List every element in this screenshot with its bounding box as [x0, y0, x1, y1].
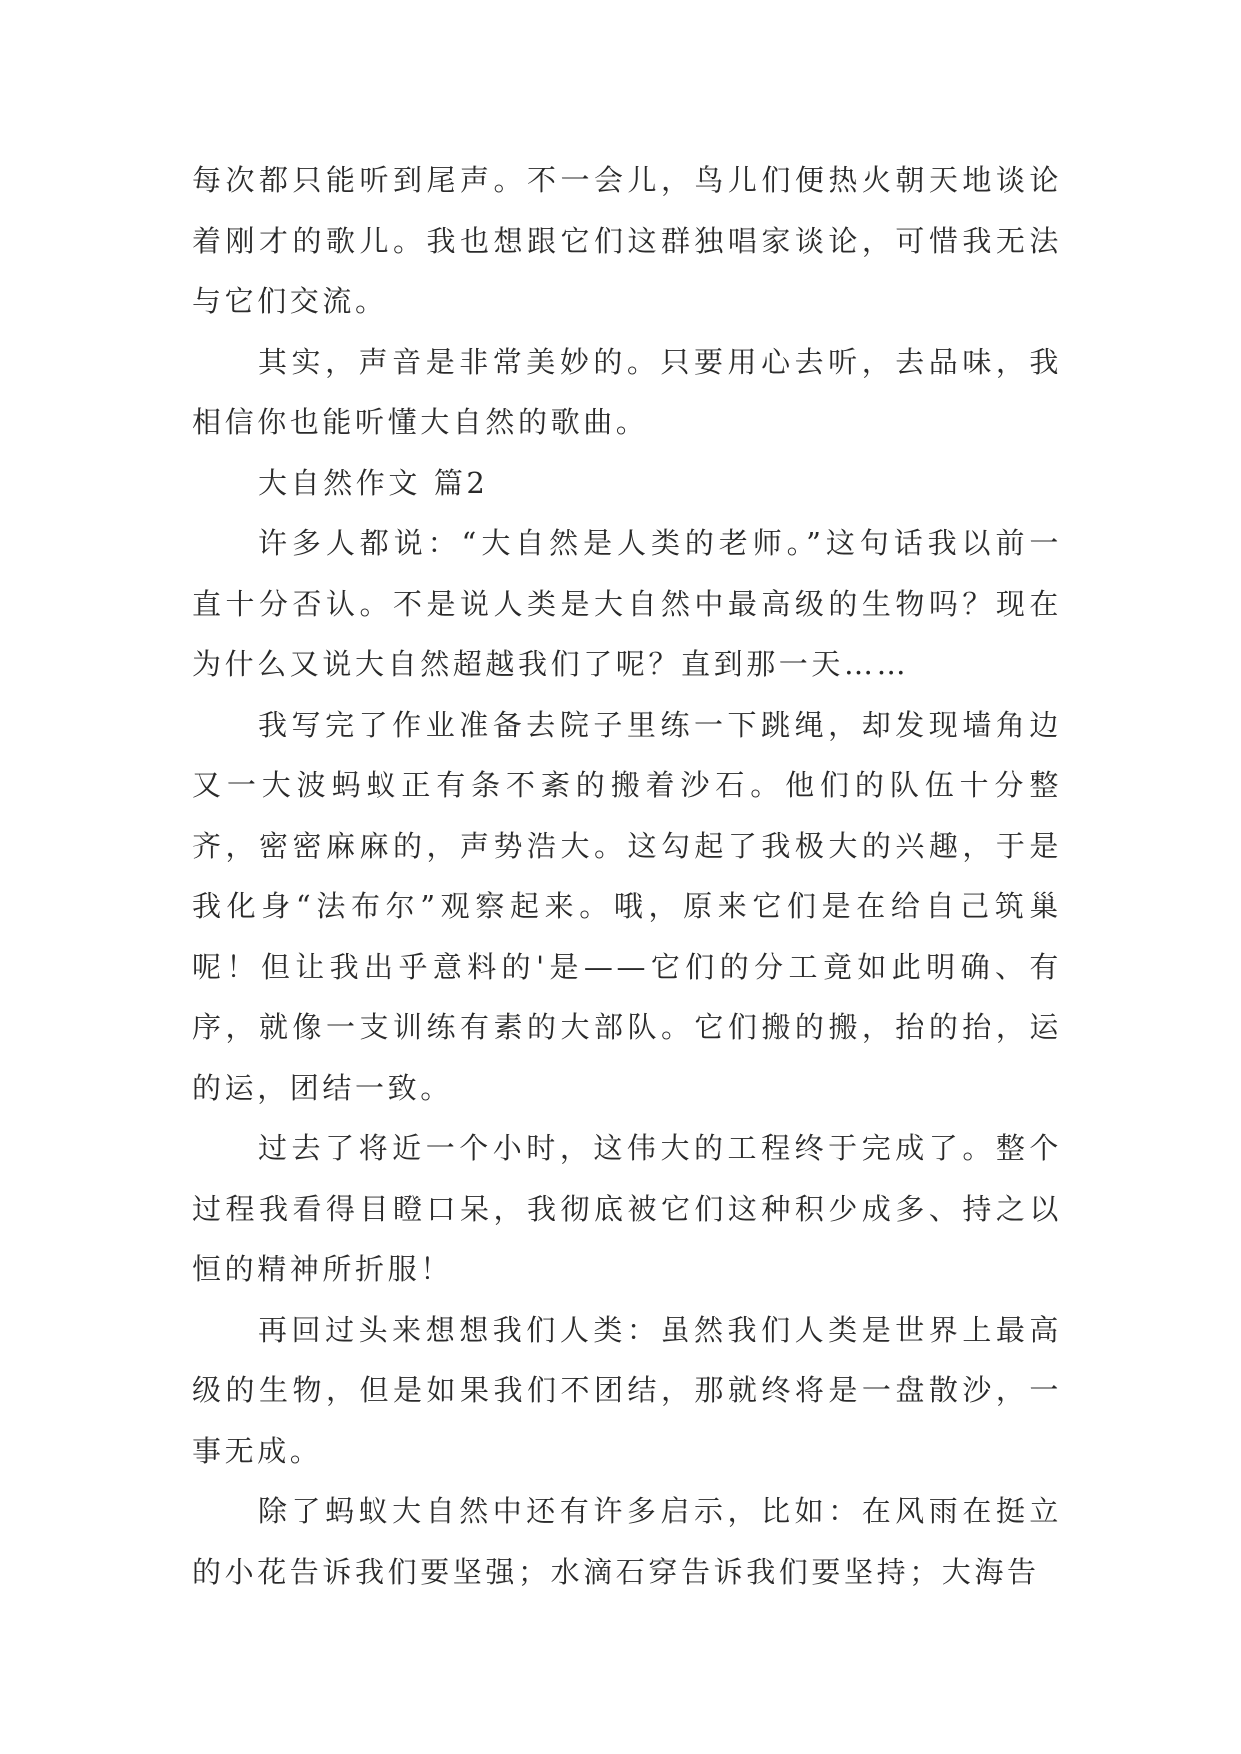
paragraph: 许多人都说：“大自然是人类的老师。”这句话我以前一直十分否认。不是说人类是大自然中最高级的生物吗？现在为什么又说大自然超越我们了呢？直到那一天…… — [192, 526, 1062, 681]
document-body — [192, 150, 1062, 1602]
paragraph: 我写完了作业准备去院子里练一下跳绳，却发现墙角边又一大波蚂蚁正有条不紊的搬着沙石。他们的队伍十分整齐，密密麻麻的，声势浩大。这勾起了我极大的兴趣，于是我化身“法布尔”观察起来。哦，原来它们是在给自己筑巢呢！但让我出乎意料的'是——它们的分工竟如此明确、有序，就像一支训练有素的大部队。它们搬的搬，抬的抬，运的运，团结一致。 — [192, 707, 1062, 1105]
section-heading: 大自然作文 篇2 — [258, 465, 489, 500]
paragraph: 其实，声音是非常美妙的。只要用心去听，去品味，我相信你也能听懂大自然的歌曲。 — [192, 344, 1062, 439]
paragraph-continued: 每次都只能听到尾声。不一会儿，鸟儿们便热火朝天地谈论着刚才的歌儿。我也想跟它们这群独唱家谈论，可惜我无法与它们交流。 — [192, 163, 1062, 318]
paragraph: 过去了将近一个小时，这伟大的工程终于完成了。整个过程我看得目瞪口呆，我彻底被它们这种积少成多、持之以恒的精神所折服！ — [192, 1131, 1062, 1286]
paragraph: 再回过头来想想我们人类：虽然我们人类是世界上最高级的生物，但是如果我们不团结，那就终将是一盘散沙，一事无成。 — [192, 1312, 1062, 1468]
paragraph-truncated: 除了蚂蚁大自然中还有许多启示，比如：在风雨在挺立的小花告诉我们要坚强；水滴石穿告诉我们要坚持；大海告 — [192, 1494, 1062, 1589]
